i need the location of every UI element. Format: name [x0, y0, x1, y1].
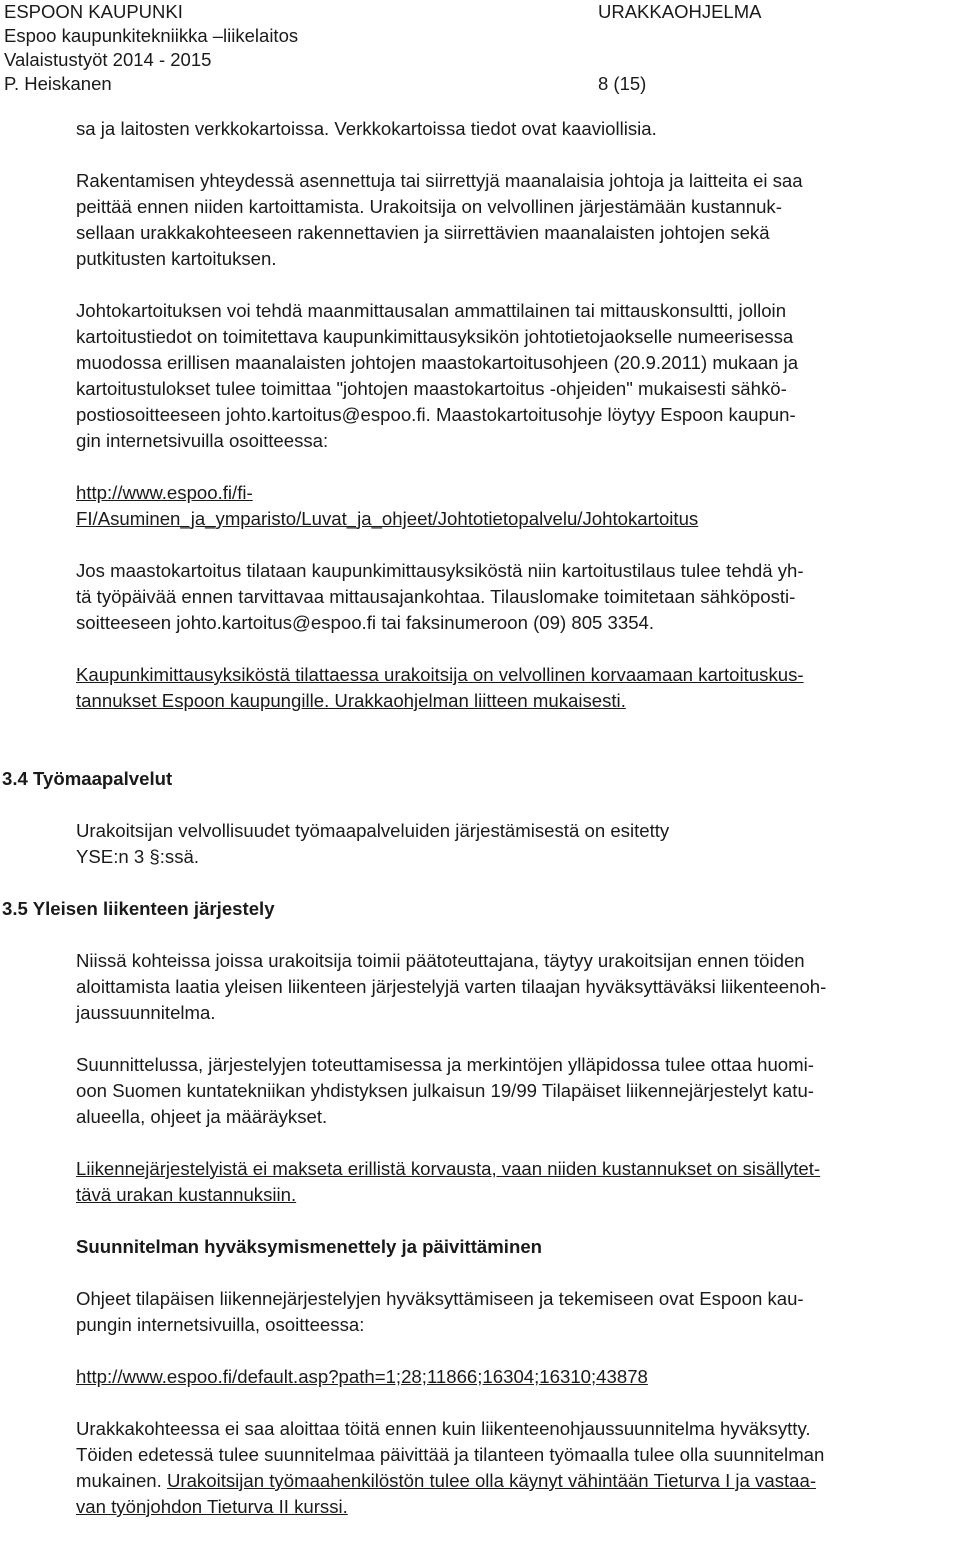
section-heading-3-4 [2, 766, 882, 792]
text-line: soitteeseen johto.kartoitus@espoo.fi tai faksinumeroon (09) 805 3354. [76, 612, 655, 633]
subheading-text: Suunnitelman hyväksymismenettely ja päivittäminen [76, 1236, 543, 1257]
page-header [4, 0, 956, 96]
text-line: Töiden edetessä tulee suunnitelmaa päivittää ja tilanteen työmaalla tulee olla suunnitelman [76, 1444, 825, 1465]
underlined-fragment: Urakoitsijan työmaahenkilöstön tulee olla käynyt vähintään Tieturva I ja vastaa- [166, 1470, 817, 1491]
johtokartoitus-link[interactable] [76, 480, 956, 532]
link-line[interactable]: http://www.espoo.fi/fi- [76, 482, 253, 503]
paragraph-2 [76, 168, 956, 272]
section-heading-3-5 [2, 896, 882, 922]
text-line: Jos maastokartoitus tilataan kaupunkimittausyksiköstä niin kartoitustilaus tulee tehdä yh- [76, 560, 804, 581]
text-line: peittää ennen niiden kartoittamista. Urakoitsija on velvollinen järjestämään kustannuk- [76, 196, 782, 217]
page-number: 8 (15) [598, 73, 647, 94]
text-line: Niissä kohteissa joissa urakoitsija toimii päätoteuttajana, täytyy urakoitsijan ennen töiden [76, 950, 805, 971]
paragraph-4 [76, 558, 956, 636]
paragraph-7 [76, 948, 956, 1026]
paragraph-8 [76, 1052, 956, 1130]
underlined-line: tävä urakan kustannuksiin. [76, 1184, 297, 1205]
link-line[interactable]: http://www.espoo.fi/default.asp?path=1;28;11866;16304;16310;43878 [76, 1366, 648, 1387]
text-line: sa ja laitosten verkkokartoissa. Verkkokartoissa tiedot ovat kaaviollisia. [76, 118, 657, 139]
text-line: Urakoitsijan velvollisuudet työmaapalveluiden järjestämisestä on esitetty [76, 820, 670, 841]
section-title: Työmaapalvelut [33, 768, 173, 789]
header-org: ESPOON KAUPUNKI [4, 1, 183, 22]
text-line: aloittamista laatia yleisen liikenteen järjestelyjä varten tilaajan hyväksyttäväksi liikenteenoh- [76, 976, 827, 997]
underlined-line: van työnjohdon Tieturva II kurssi. [76, 1496, 348, 1517]
text-line: tä työpäivää ennen tarvittavaa mittausajankohtaa. Tilauslomake toimitetaan sähköposti- [76, 586, 796, 607]
text-line: kartoitustulokset tulee toimittaa "johtojen maastokartoitus -ohjeiden" mukaisesti sähkö- [76, 378, 787, 399]
paragraph-10 [76, 1286, 956, 1338]
underlined-line: Kaupunkimittausyksiköstä tilattaessa urakoitsija on velvollinen korvaamaan kartoituskus- [76, 664, 804, 685]
underlined-line: tannukset Espoon kaupungille. Urakkaohjelman liitteen mukaisesti. [76, 690, 626, 711]
text-fragment: mukainen. [76, 1470, 162, 1491]
text-line: Rakentamisen yhteydessä asennettuja tai siirrettyjä maanalaisia johtoja ja laitteita ei saa [76, 170, 803, 191]
text-line: Suunnittelussa, järjestelyjen toteuttamisessa ja merkintöjen ylläpidossa tulee ottaa huomi- [76, 1054, 814, 1075]
text-line: YSE:n 3 §:ssä. [76, 846, 199, 867]
text-line: oon Suomen kuntatekniikan yhdistyksen julkaisun 19/99 Tilapäiset liikennejärjestelyt katu- [76, 1080, 814, 1101]
section-number: 3.4 [2, 768, 28, 789]
text-line: gin internetsivuilla osoitteessa: [76, 430, 329, 451]
paragraph-9 [76, 1156, 956, 1208]
text-line: Johtokartoituksen voi tehdä maanmittausalan ammattilainen tai mittauskonsultti, jolloin [76, 300, 787, 321]
header-doc-type: URAKKAOHJELMA [598, 1, 762, 22]
header-author: P. Heiskanen [4, 73, 112, 94]
text-line: pungin internetsivuilla, osoitteessa: [76, 1314, 365, 1335]
text-line: postiosoitteeseen johto.kartoitus@espoo.fi. Maastokartoitusohje löytyy Espoon kaupun- [76, 404, 796, 425]
text-line: muodossa erillisen maanalaisten johtojen maastokartoitusohjeen (20.9.2011) mukaan ja [76, 352, 799, 373]
document-body [2, 116, 956, 1520]
liikennejarjestely-link[interactable] [76, 1364, 956, 1390]
text-line: sellaan urakkakohteeseen rakennettavien ja siirrettävien maanalaisten johtojen sekä [76, 222, 770, 243]
text-line: Urakkakohteessa ei saa aloittaa töitä ennen kuin liikenteenohjaussuunnitelma hyväksytty. [76, 1418, 811, 1439]
text-line: kartoitustiedot on toimitettava kaupunkimittausyksikön johtotietojaokselle numeerisessa [76, 326, 794, 347]
text-line: jaussuunnitelma. [76, 1002, 216, 1023]
section-number: 3.5 [2, 898, 28, 919]
underlined-line: Liikennejärjestelyistä ei makseta erillistä korvausta, vaan niiden kustannukset on sisällytet- [76, 1158, 821, 1179]
paragraph-11 [76, 1416, 956, 1520]
paragraph-3 [76, 298, 956, 454]
paragraph-6 [76, 818, 956, 870]
section-title: Yleisen liikenteen järjestely [32, 898, 275, 919]
text-line: Ohjeet tilapäisen liikennejärjestelyjen hyväksyttämiseen ja tekemiseen ovat Espoon kau- [76, 1288, 804, 1309]
text-line: putkitusten kartoituksen. [76, 248, 277, 269]
paragraph-5 [76, 662, 956, 714]
paragraph-1 [76, 116, 956, 142]
header-project: Valaistustyöt 2014 - 2015 [4, 49, 212, 70]
link-line[interactable]: FI/Asuminen_ja_ymparisto/Luvat_ja_ohjeet/Johtotietopalvelu/Johtokartoitus [76, 508, 699, 529]
header-dept: Espoo kaupunkitekniikka –liikelaitos [4, 25, 299, 46]
text-line: alueella, ohjeet ja määräykset. [76, 1106, 328, 1127]
subheading [76, 1234, 956, 1260]
